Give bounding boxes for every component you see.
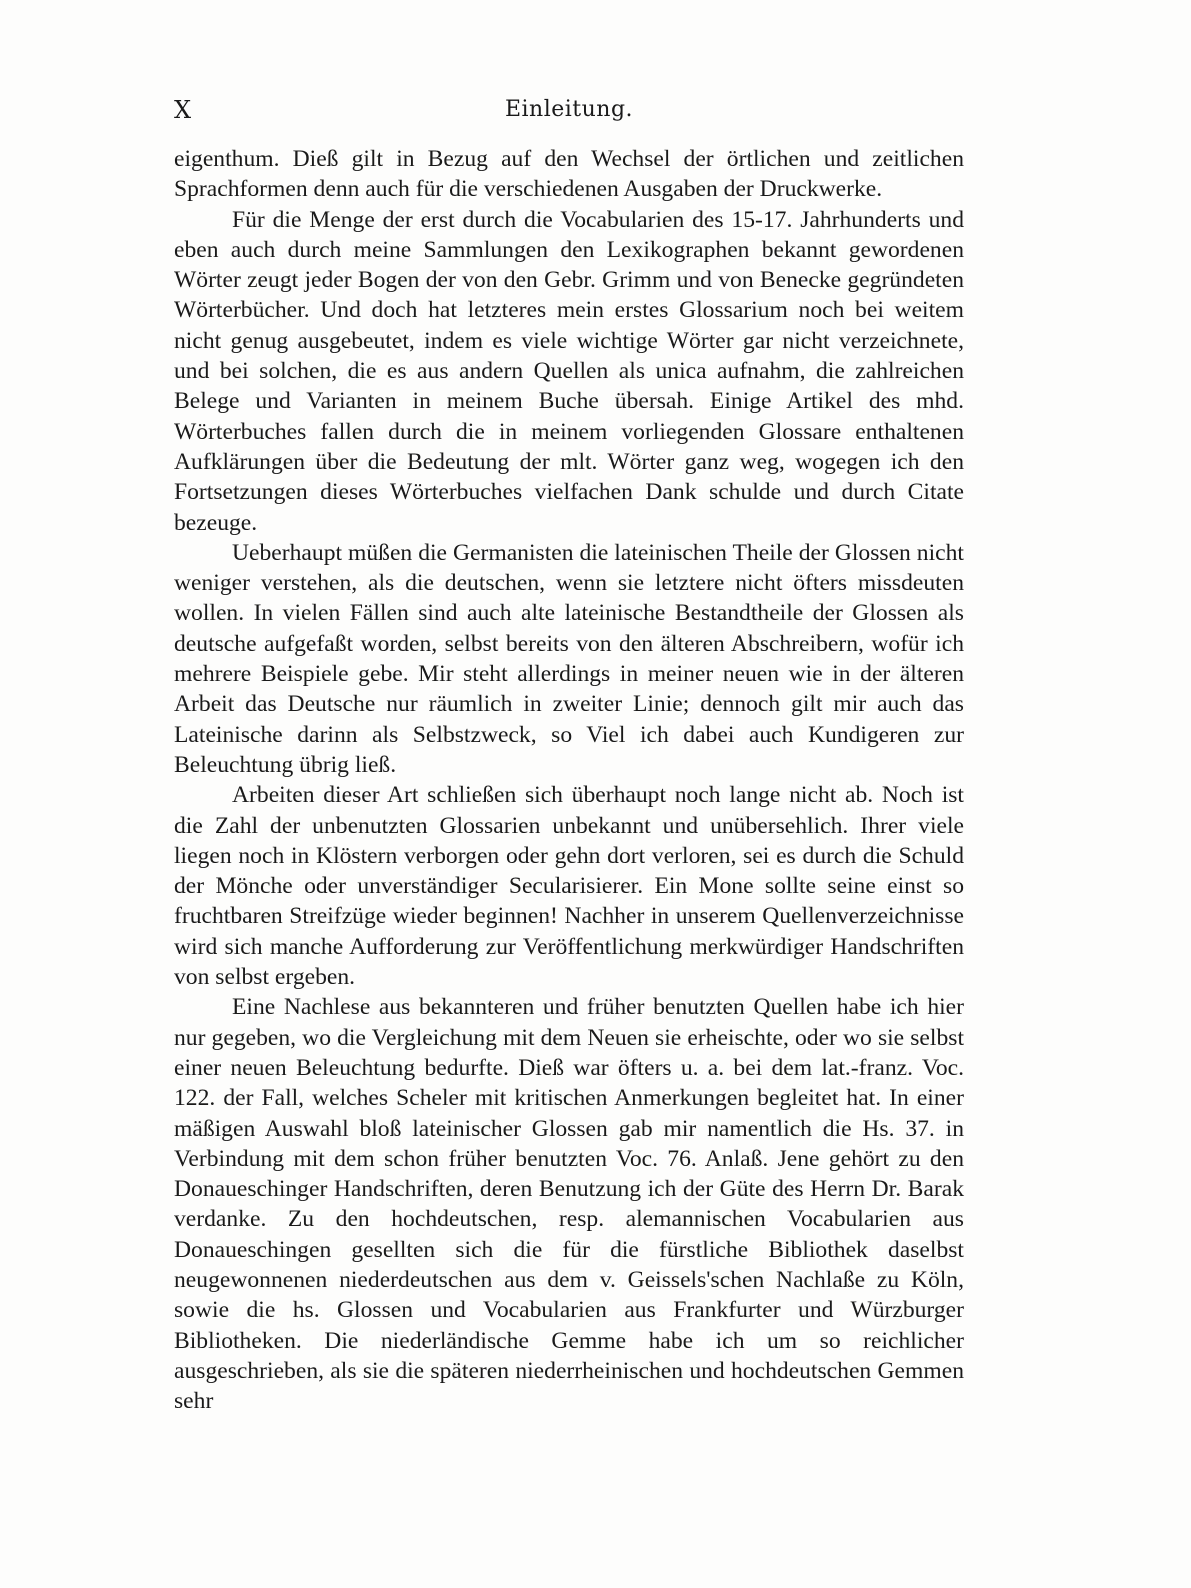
page-number: X bbox=[174, 96, 192, 124]
page-header bbox=[174, 93, 964, 127]
paragraph-glossaries: Arbeiten dieser Art schließen sich überhaupt noch lange nicht ab. Noch ist die Zahl der unbenutzten Glossarien unbekannt und unübersehlich. Ihrer viele liegen noch in Klöstern verborgen oder gehn dort verloren, sei es durch die Schuld der Mönche oder unverständiger Secularisierer. Ein Mone sollte seine einst so fruchtbaren Streifzüge wieder beginnen! Nachher in unserem Quellenverzeichnisse wird sich manche Aufforderung zur Veröffentlichung merkwürdiger Handschriften von selbst ergeben. bbox=[174, 782, 964, 991]
body-text bbox=[174, 144, 964, 1416]
running-title: Einleitung. bbox=[504, 97, 634, 122]
paragraph-nachlese: Eine Nachlese aus bekannteren und früher benutzten Quellen habe ich hier nur gegeben, wo die Vergleichung mit dem Neuen sie erheischte, oder wo sie selbst einer neuen Beleuchtung bedurfte. Dieß war öfters u. a. bei dem lat.-franz. Voc. 122. der Fall, welches Scheler mit kritischen Anmerkungen begleitet hat. In einer mäßigen Auswahl bloß lateinischer Glossen gab mir namentlich die Hs. 37. in Verbindung mit dem schon früher benutzten Voc. 76. Anlaß. Jene gehört zu den Donaueschinger Handschriften, deren Benutzung ich der Güte des Herrn Dr. Barak verdanke. Zu den hochdeutschen, resp. alemannischen Vocabularien aus Donaueschingen gesellten sich die für die fürstliche Bibliothek daselbst neugewonnenen niederdeutschen aus dem v. Geissels'schen Nachlaße zu Köln, sowie die hs. Glossen und Vocabularien aus Frankfurter und Würzburger Bibliotheken. Die niederländische Gemme habe ich um so reichlicher ausgeschrieben, als sie die späteren niederrheinischen und hochdeutschen Gemmen sehr bbox=[174, 994, 964, 1415]
paragraph-continuation: eigenthum. Dieß gilt in Bezug auf den Wechsel der örtlichen und zeitlichen Sprachformen denn auch für die verschiedenen Ausgaben der Druckwerke. bbox=[174, 146, 964, 203]
paragraph-vocabularies: Für die Menge der erst durch die Vocabularien des 15-17. Jahrhunderts und eben auch durch meine Sammlungen den Lexikographen bekannt gewordenen Wörter zeugt jeder Bogen der von den Gebr. Grimm und von Benecke gegründeten Wörterbücher. Und doch hat letzteres mein erstes Glossarium noch bei weitem nicht genug ausgebeutet, indem es viele wichtige Wörter gar nicht verzeichnete, und bei solchen, die es aus andern Quellen als unica aufnahm, die zahlreichen Belege und Varianten in meinem Buche übersah. Einige Artikel des mhd. Wörterbuches fallen durch die in meinem vorliegenden Glossare enthaltenen Aufklärungen über die Bedeutung der mlt. Wörter ganz weg, wogegen ich den Fortsetzungen dieses Wörterbuches vielfachen Dank schulde und durch Citate bezeuge. bbox=[174, 206, 964, 536]
paragraph-germanists: Ueberhaupt müßen die Germanisten die lateinischen Theile der Glossen nicht weniger verstehen, als die deutschen, wenn sie letztere nicht öfters missdeuten wollen. In vielen Fällen sind auch alte lateinische Bestandtheile der Glossen als deutsche aufgefaßt worden, selbst bereits von den älteren Abschreibern, wofür ich mehrere Beispiele gebe. Mir steht allerdings in meiner neuen wie in der älteren Arbeit das Deutsche nur räumlich in zweiter Linie; dennoch gilt mir auch das Lateinische darinn als Selbstzweck, so Viel ich dabei auch Kundigeren zur Beleuchtung übrig ließ. bbox=[174, 539, 964, 778]
